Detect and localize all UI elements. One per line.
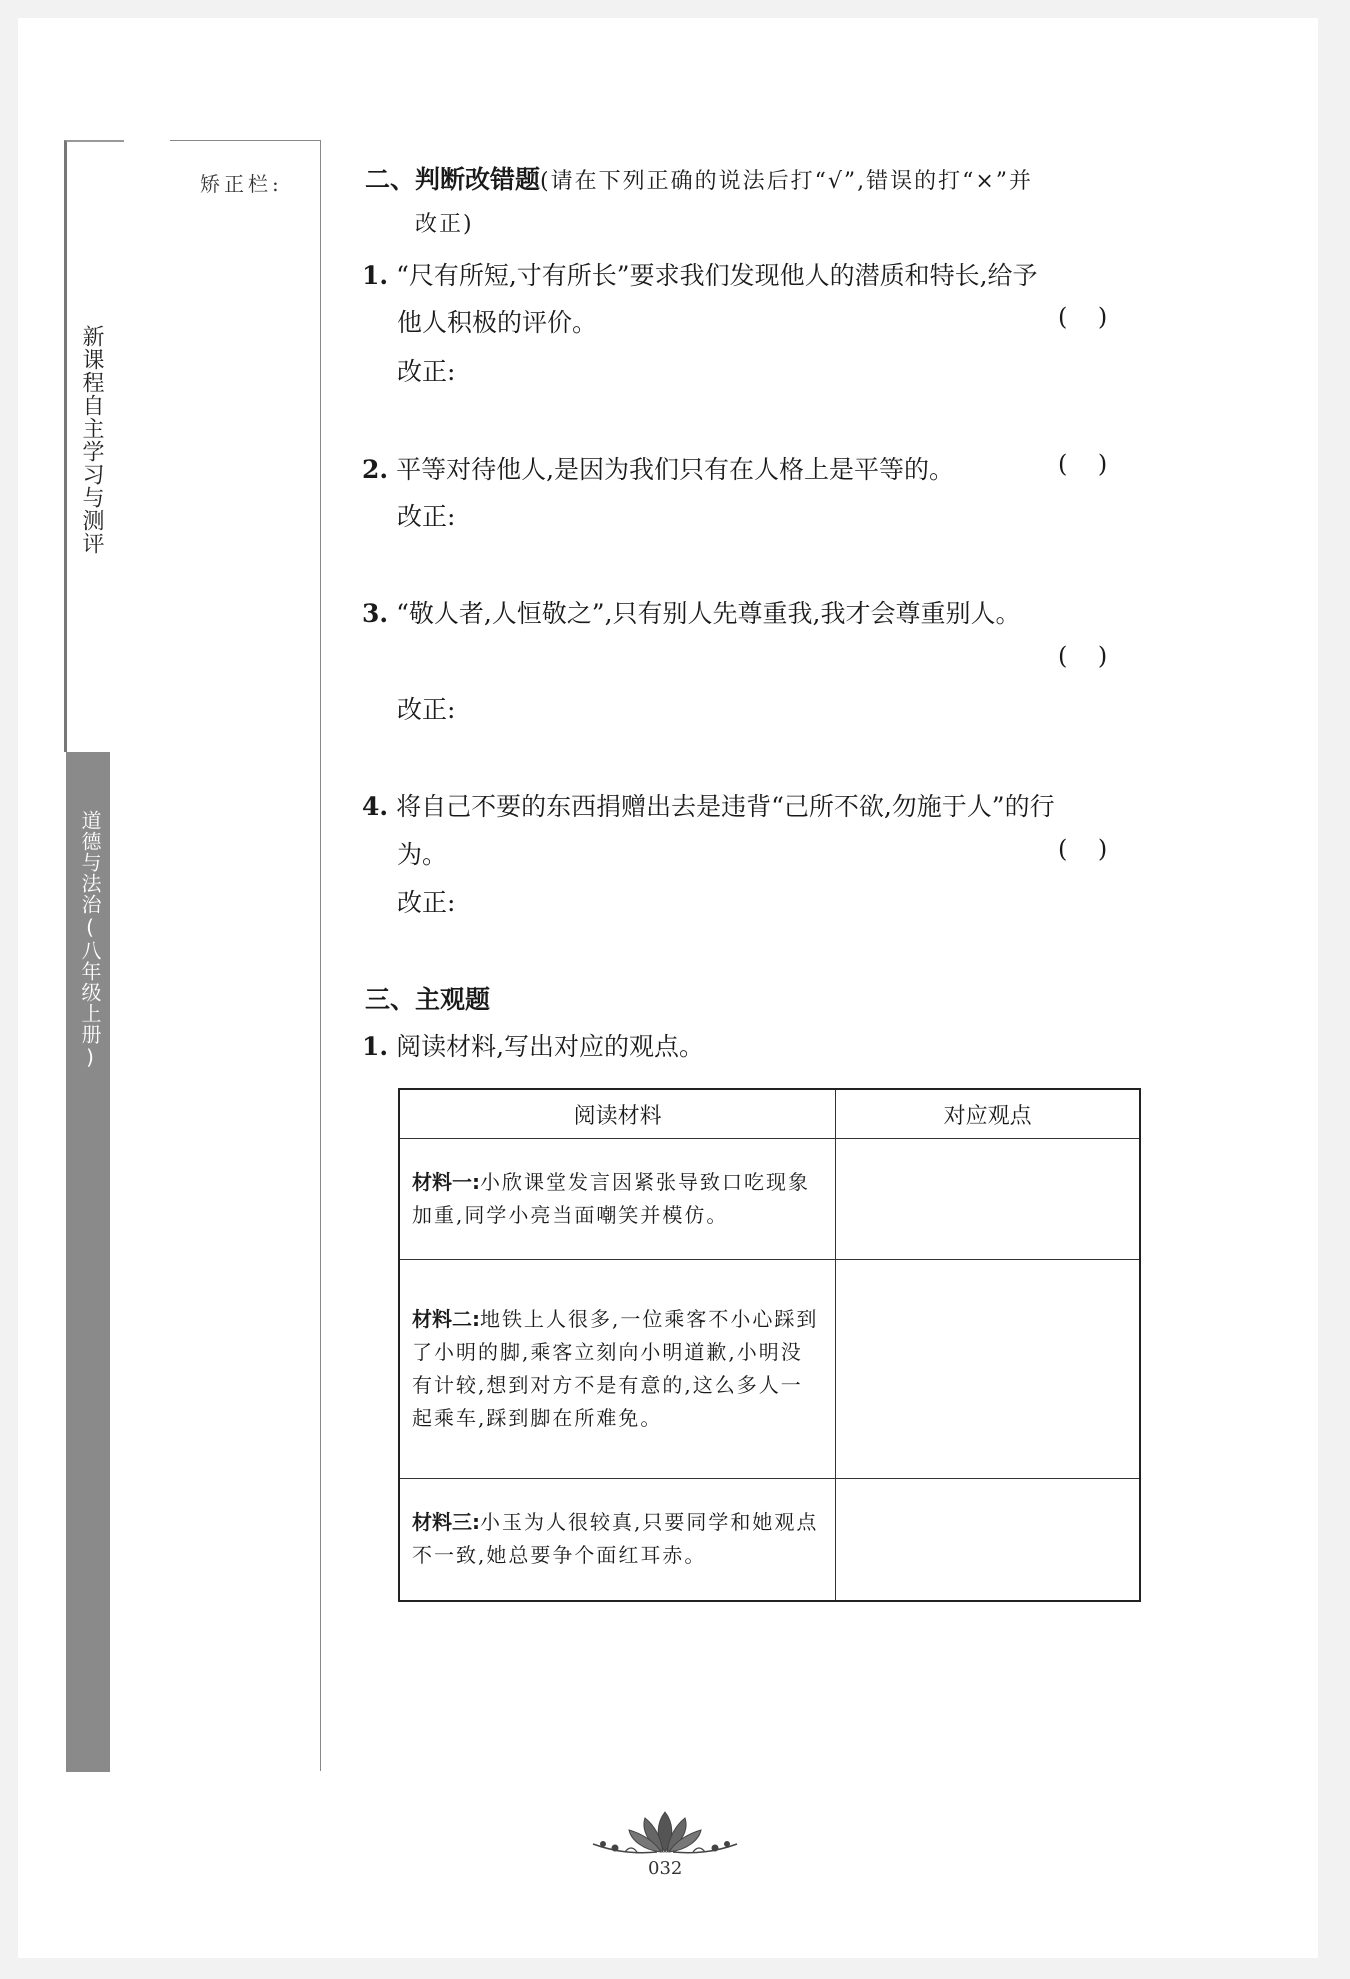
correction-prompt: 改正: <box>397 357 456 386</box>
material-text: 小玉为人很较真,只要同学和她观点不一致,她总要争个面红耳赤。 <box>412 1510 819 1568</box>
answer-blank[interactable]: ( ) <box>1058 835 1108 863</box>
material-cell <box>399 1260 836 1479</box>
item-2 <box>362 450 954 486</box>
viewpoint-cell[interactable] <box>836 1139 1140 1260</box>
floral-ornament-icon <box>585 1808 745 1858</box>
material-text: 小欣课堂发言因紧张导致口吃现象加重,同学小亮当面嘲笑并模仿。 <box>412 1170 810 1227</box>
item-1-cont: 他人积极的评价。 <box>397 308 598 337</box>
column-header-viewpoint: 对应观点 <box>836 1089 1140 1139</box>
material-label: 材料三: <box>412 1510 480 1535</box>
question-1 <box>362 1027 704 1063</box>
question-number: 1. <box>362 1032 389 1061</box>
item-number: 3. <box>362 599 389 628</box>
section2-note-cont: 改正) <box>415 212 474 237</box>
table-row <box>399 1139 1140 1260</box>
item-4 <box>362 787 1055 823</box>
item-text: 平等对待他人,是因为我们只有在人格上是平等的。 <box>396 455 955 484</box>
answer-blank[interactable]: ( ) <box>1058 450 1108 478</box>
item-text: “敬人者,人恒敬之”,只有别人先尊重我,我才会尊重别人。 <box>396 599 1021 628</box>
material-label: 材料二: <box>412 1307 480 1331</box>
material-label: 材料一: <box>412 1170 480 1194</box>
material-cell <box>399 1139 836 1260</box>
subject-title: 道德与法治(八年级上册) <box>78 810 102 1070</box>
question-text: 阅读材料,写出对应的观点。 <box>396 1032 705 1061</box>
answer-blank[interactable]: ( ) <box>1058 642 1108 670</box>
item-text: 将自己不要的东西捐赠出去是违背“己所不欲,勿施于人”的行 <box>396 792 1055 821</box>
section3-heading: 三、主观题 <box>365 985 491 1014</box>
table-row <box>399 1260 1140 1479</box>
item-3 <box>362 594 1020 630</box>
viewpoint-cell[interactable] <box>836 1479 1140 1601</box>
series-title: 新课程自主学习与测评 <box>79 325 104 555</box>
item-4-cont: 为。 <box>397 840 448 869</box>
section2-heading: 二、判断改错题 <box>365 165 541 194</box>
material-text: 地铁上人很多,一位乘客不小心踩到了小明的脚,乘客立刻向小明道歉,小明没有计较,想到对方不是有意的,这么多人一起乘车,踩到脚在所难免。 <box>412 1307 819 1430</box>
correction-prompt: 改正: <box>397 695 456 724</box>
correction-column <box>170 140 321 1771</box>
material-table <box>398 1088 1141 1602</box>
column-header-material: 阅读材料 <box>399 1089 836 1139</box>
correction-label: 矫正栏: <box>200 172 283 196</box>
viewpoint-cell[interactable] <box>836 1260 1140 1479</box>
table-row <box>399 1479 1140 1601</box>
page-number: 032 <box>648 1858 683 1879</box>
section2-heading-line <box>365 160 1033 196</box>
item-number: 1. <box>362 261 389 290</box>
correction-prompt: 改正: <box>397 502 456 531</box>
item-number: 4. <box>362 792 389 821</box>
item-1 <box>362 256 1038 292</box>
item-text: “尺有所短,寸有所长”要求我们发现他人的潜质和特长,给予 <box>396 261 1038 290</box>
material-cell <box>399 1479 836 1601</box>
correction-prompt: 改正: <box>397 888 456 917</box>
table-header-row <box>399 1089 1140 1139</box>
answer-blank[interactable]: ( ) <box>1058 303 1108 331</box>
item-number: 2. <box>362 455 389 484</box>
section2-note: (请在下列正确的说法后打“√”,错误的打“×”并 <box>540 169 1034 194</box>
